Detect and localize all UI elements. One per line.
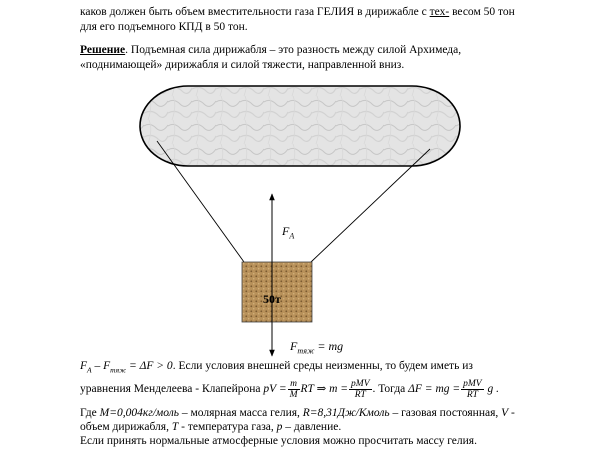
solution-text: . Подъемная сила дирижабля – это разность между силой Архимеда, (125, 44, 462, 56)
fraction-m-over-M: $\frac{m}{M}$ (289, 378, 298, 400)
volume-symbol: V (501, 407, 509, 419)
force-down-subscript: тяж (297, 346, 315, 356)
fraction-pmv-over-rt-2: $\frac{\text{pMV}}{RT}$ (463, 378, 482, 400)
question-line-2: для его подъемного КПД в 50 тон. (80, 21, 248, 33)
gas-constant: R=8,31Дж/Кмоль (302, 407, 390, 419)
body-line-5: Если принять нормальные атмосферные условия можно просчитать массу гелия. (80, 435, 477, 447)
eq-fa: F (80, 360, 88, 372)
molar-mass: M=0,004кг/моль (99, 407, 179, 419)
eq-g: g . (484, 383, 499, 395)
load-label: 50т (263, 292, 281, 306)
solution-label: Решение (80, 44, 126, 56)
body-text-togda: . Тогда (372, 383, 409, 395)
force-up-subscript: A (289, 231, 295, 241)
balloon (140, 86, 460, 166)
temperature-symbol: T (171, 421, 179, 433)
eq-delta: = ΔF > 0 (126, 360, 173, 372)
body-line-3: Где M=0,004кг/моль – молярная масса гелия, R=8,31Дж/Кмоль – газовая постоянная, V - (80, 407, 515, 419)
eq-ft-sub: тяж (110, 365, 127, 375)
body-line-2 (80, 378, 499, 400)
question-text-c: весом 50 тон (449, 6, 515, 18)
eq-pv: pV = (263, 383, 287, 395)
force-up-label: $F_A$ (282, 224, 295, 241)
body-text-2: уравнения Менделеева - Клапейрона (80, 383, 264, 395)
eq-fa-sub: A (87, 365, 92, 375)
eq-delta-f: ΔF = mg = (408, 383, 461, 395)
question-text-a: каков должен быть объем вместительности газа ГЕЛИЯ в дирижабле с (80, 6, 430, 18)
pressure-symbol: p (276, 421, 283, 433)
body-text-1: . Если условия внешней среды неизменны, то будем иметь из (172, 360, 473, 372)
force-down-label: $F_{тяж}$ = mg (290, 339, 344, 356)
solution-line-2: «поднимающей» дирижабля и силой тяжести, направленной вниз. (80, 59, 405, 71)
question-text-tech: тех- (429, 6, 450, 18)
eq-ft: – F (91, 360, 111, 372)
fraction-pmv-over-rt: $\frac{\text{pMV}}{RT}$ (351, 378, 370, 400)
force-down-equation: = mg (314, 339, 344, 353)
eq-rt: RT ⇒ m = (300, 383, 349, 395)
body-line-4: объем дирижабля, T - температура газа, p – давление. (80, 421, 342, 433)
body-line-1 (80, 360, 473, 376)
